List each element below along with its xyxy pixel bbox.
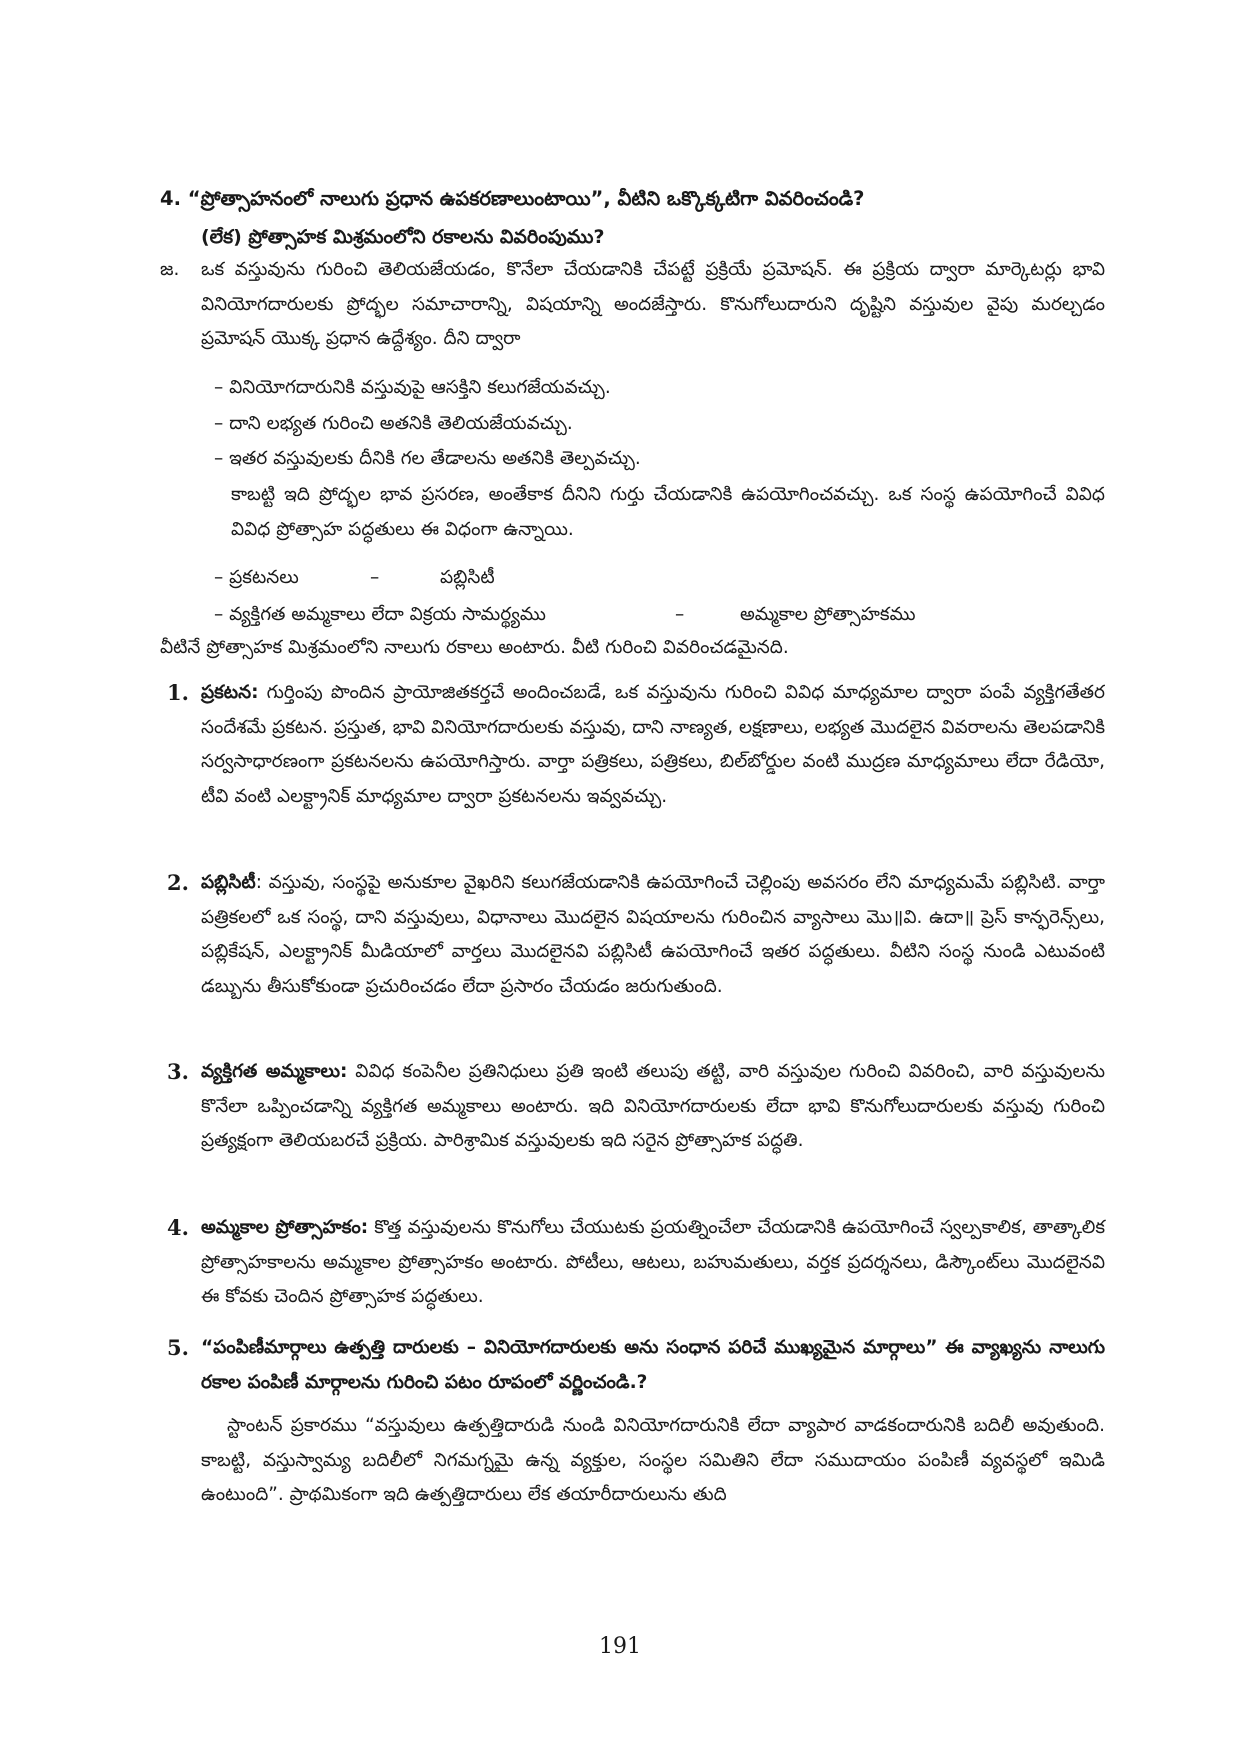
item-text: గుర్తింపు పొందిన ప్రాయోజితకర్తచే అందించబడే, ఒక వస్తువును గురించి వివిధ మాధ్యమాల ద్వారా పంపే వ్యక్తిగతేతర సందేశమే ప్రకటన. ప్రస్తుత, భావి వినియోగదారులకు వస్తువు, దాని నాణ్యత, లక్షణాలు, లభ్యత మొదలైన వివరాలను తెలపడానికి సర్వసాధారణంగా ప్రకటనలను ఉపయోగిస్తారు. వార్తా పత్రికలు, పత్రికలు, బిల్‌బోర్డుల వంటి ముద్రణ మాధ్యమాలు లేదా రేడియో, టీవి వంటి ఎలక్ట్రానిక్ మాధ్యమాల ద్వారా ప్రకటనలను ఇవ్వవచ్చు. bbox=[201, 682, 1105, 807]
item-paragraph bbox=[201, 1055, 1105, 1159]
bullet-item: – వినియోగదారునికి వస్తువుపై ఆసక్తిని కలుగజేయవచ్చు. bbox=[214, 377, 611, 398]
item-heading: వ్యక్తిగత అమ్మకాలు: bbox=[201, 1061, 348, 1082]
page-number: 191 bbox=[599, 1634, 641, 1659]
summary-line: వీటినే ప్రోత్సాహక మిశ్రమంలోని నాలుగు రకాలు అంటారు. వీటి గురించి వివరించడమైనది. bbox=[160, 637, 789, 658]
question-4 bbox=[160, 181, 1160, 217]
item-text: వివిధ కంపెనీల ప్రతినిధులు ప్రతి ఇంటి తలుపు తట్టి, వారి వస్తువుల గురించి వివరించి, వారి వస్తువులను కొనేలా ఒప్పించడాన్ని వ్యక్తిగత అమ్మకాలు అంటారు. ఇది వినియోగదారులకు లేదా భావి కొనుగోలుదారులకు వస్తువు గురించి ప్రత్యక్షంగా తెలియబరచే ప్రక్రియ. పారిశ్రామిక వస్తువులకు ఇది సరైన ప్రోత్సాహక పద్ధతి. bbox=[201, 1061, 1105, 1151]
pair-right: పబ్లిసిటీ bbox=[440, 567, 495, 588]
bullet-item: – ఇతర వస్తువులకు దీనికి గల తేడాలను అతనికి తెల్పవచ్చు. bbox=[214, 448, 641, 469]
question-5-text: “పంపిణీమార్గాలు ఉత్పత్తి దారులకు – వినియోగదారులకు అను సంధాన పరిచే ముఖ్యమైన మార్గాలు” ఈ వ్యాఖ్యను నాలుగు రకాల పంపిణీ మార్గాలను గురించి పటం రూపంలో వర్ణించండి.? bbox=[201, 1337, 1105, 1393]
question-text: “ప్రోత్సాహనంలో నాలుగు ప్రధాన ఉపకరణాలుంటాయి”, వీటిని ఒక్కొక్కటిగా వివరించండి? bbox=[187, 187, 865, 210]
pair-right: అమ్మకాల ప్రోత్సాహకము bbox=[740, 604, 916, 625]
pair-dash: – bbox=[675, 604, 685, 625]
item-number: 2. bbox=[167, 870, 189, 895]
pair-left: – వ్యక్తిగత అమ్మకాలు లేదా విక్రయ సామర్థ్యము bbox=[214, 604, 546, 625]
question-number: 4. bbox=[160, 187, 181, 210]
answer-5-paragraph: స్టాంటన్ ప్రకారము “వస్తువులు ఉత్పత్తిదారుడి నుండి వినియోగదారునికి లేదా వ్యాపార వాడకందారునికి బదిలీ అవుతుంది. కాబట్టి, వస్తుస్వామ్య బదిలీలో నిగమగ్నమై ఉన్న వ్యక్తుల, సంస్థల సమితిని లేదా సముదాయం పంపిణీ వ్యవస్థలో ఇమిడి ఉంటుంది”. ప్రాథమికంగా ఇది ఉత్పత్తిదారులు లేక తయారీదారులును తుది bbox=[201, 1415, 1105, 1505]
middle-paragraph: కాబట్టి ఇది ప్రోద్భల భావ ప్రసరణ, అంతేకాక దీనిని గుర్తు చేయడానికి ఉపయోగించవచ్చు. ఒక సంస్థ ఉపయోగించే వివిధ వివిధ ప్రోత్సాహ పద్ధతులు ఈ విధంగా ఉన్నాయి. bbox=[231, 484, 1105, 540]
bullet-item: – దాని లభ్యత గురించి అతనికి తెలియజేయవచ్చు. bbox=[214, 413, 573, 434]
item-number: 1. bbox=[167, 680, 189, 705]
item-heading: ప్రకటన: bbox=[201, 682, 259, 703]
item-text: : వస్తువు, సంస్థపై అనుకూల వైఖరిని కలుగజేయడానికి ఉపయోగించే చెల్లింపు అవసరం లేని మాధ్యమమే పబ్లిసిటి. వార్తా పత్రికలలో ఒక సంస్థ, దాని వస్తువులు, విధానాలు మొదలైన విషయాలను గురించిన వ్యాసాలు మొ॥వి. ఉదా॥ ప్రెస్ కాన్ఫరెన్స్‌లు, పబ్లికేషన్, ఎలక్ట్రానిక్ మీడియాలో వార్తలు మొదలైనవి పబ్లిసిటీ ఉపయోగించే ఇతర పద్ధతులు. వీటిని సంస్థ నుండి ఎటువంటి డబ్బును తీసుకోకుండా ప్రచురించడం లేదా ప్రసారం చేయడం జరుగుతుంది. bbox=[201, 872, 1105, 997]
pair-left: – ప్రకటనలు bbox=[214, 567, 299, 588]
item-paragraph bbox=[201, 676, 1105, 814]
item-heading: పబ్లిసిటీ bbox=[201, 872, 256, 893]
item-heading: అమ్మకాల ప్రోత్సాహకం: bbox=[201, 1217, 369, 1238]
item-text: కొత్త వస్తువులను కొనుగోలు చేయుటకు ప్రయత్నించేలా చేయడానికి ఉపయోగించే స్వల్పకాలిక, తాత్కాలిక ప్రోత్సాహకాలను అమ్మకాల ప్రోత్సాహకం అంటారు. పోటీలు, ఆటలు, బహుమతులు, వర్తక ప్రదర్శనలు, డిస్కౌంట్‌లు మొదలైనవి ఈ కోవకు చెందిన ప్రోత్సాహక పద్ధతులు. bbox=[201, 1217, 1105, 1307]
question-number: 5. bbox=[167, 1335, 189, 1360]
item-paragraph bbox=[201, 1211, 1105, 1315]
item-paragraph bbox=[201, 866, 1105, 1004]
question-4-alt: (లేక) ప్రోత్సాహక మిశ్రమంలోని రకాలను వివరింపుము? bbox=[201, 226, 605, 248]
item-number: 4. bbox=[167, 1215, 189, 1240]
answer-intro: ఒక వస్తువును గురించి తెలియజేయడం, కొనేలా చేయడానికి చేపట్టే ప్రక్రియే ప్రమోషన్. ఈ ప్రక్రియ ద్వారా మార్కెటర్లు భావి వినియోగదారులకు ప్రోద్భల సమాచారాన్ని, విషయాన్ని అందజేస్తారు. కొనుగోలుదారుని దృష్టిని వస్తువుల వైపు మరల్చడం ప్రమోషన్ యొక్క ప్రధాన ఉద్దేశ్యం. దీని ద్వారా bbox=[201, 259, 1105, 349]
pair-dash: – bbox=[370, 567, 380, 588]
item-number: 3. bbox=[167, 1059, 189, 1084]
answer-label: జ. bbox=[160, 259, 180, 280]
